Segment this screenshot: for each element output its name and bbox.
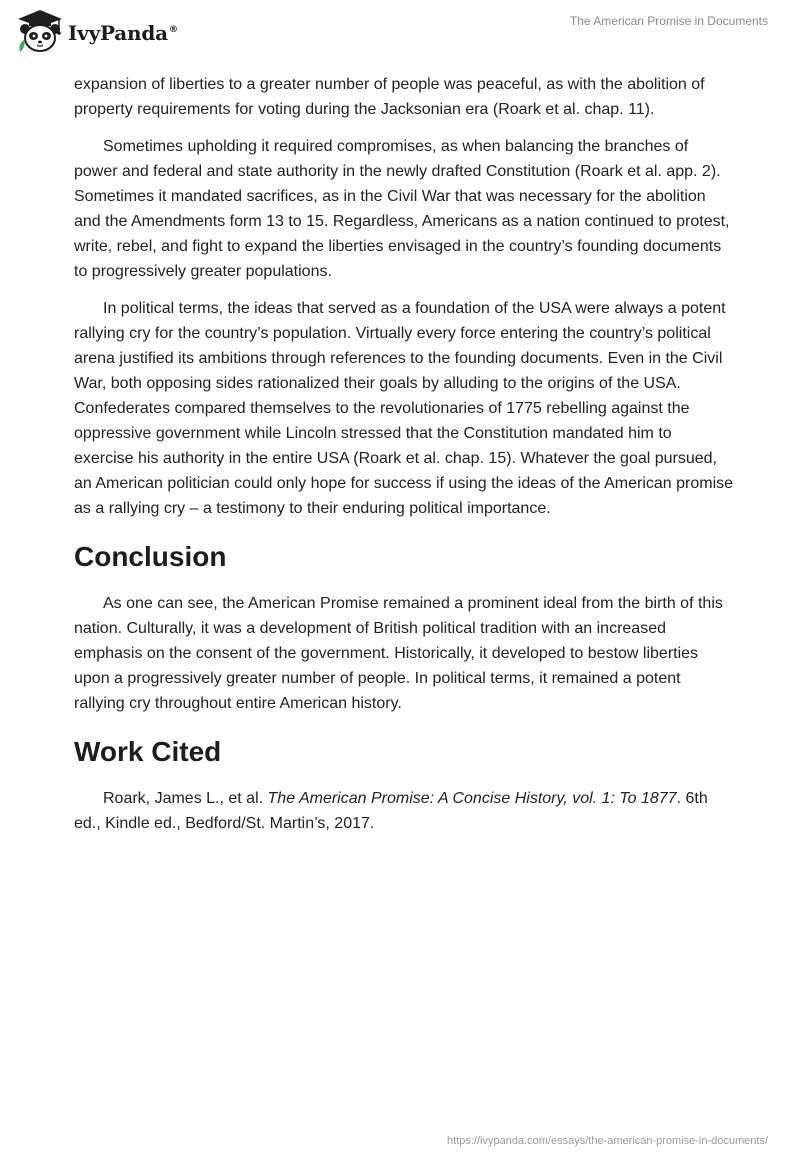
- logo-text: IvyPanda®: [68, 21, 178, 45]
- source-url[interactable]: https://ivypanda.com/essays/the-american-promise-in-documents/: [447, 1135, 768, 1147]
- works-cited-heading: Work Cited: [74, 736, 222, 767]
- paragraph-political-terms: In political terms, the ideas that served as a foundation of the USA were always a potent rallying cry for the country’s population. Virtually every force entering the country’s political arena justified its ambitions through references to the founding documents. Even in the Civil War, both opposing sides rationalized their goals by alluding to the origins of the USA. Confederates compared themselves to the revolutionaries of 1775 rebelling against the oppressive government while Lincoln stressed that the Constitution mandated him to exercise his authority in the entire USA (Roark et al. chap. 15). Whatever the goal pursued, an American politician could only hope for success if using the ideas of the American promise as a rallying cry – a testimony to their enduring political importance.: [74, 300, 734, 517]
- citation-title: The American Promise: A Concise History, vol. 1: To 1877: [267, 790, 677, 807]
- citation-author: Roark, James L., et al.: [103, 790, 264, 807]
- conclusion-heading: Conclusion: [74, 541, 227, 572]
- ivypanda-logo[interactable]: [14, 8, 178, 54]
- conclusion-paragraph: As one can see, the American Promise remained a prominent ideal from the birth of this nation. Culturally, it was a development of British political tradition with an increased emphasis on the consent of the government. Historically, it developed to bestow liberties upon a progressively greater number of people. In political terms, it remained a potent rallying cry throughout entire American history.: [74, 595, 723, 712]
- citation-details: . 6th ed., Kindle ed., Bedford/St. Martin’s, 2017.: [74, 790, 708, 832]
- paragraph-continuation: expansion of liberties to a greater number of people was peaceful, as with the abolition of property requirements for voting during the Jacksonian era (Roark et al. chap. 11).: [74, 76, 705, 118]
- document-title: The American Promise in Documents: [569, 14, 768, 28]
- paragraph-compromises: Sometimes upholding it required compromises, as when balancing the branches of power and federal and state authority in the newly drafted Constitution (Roark et al. app. 2). Sometimes it mandated sacrifices, as in the Civil War that was necessary for the abolition and the Amendments form 13 to 15. Regardless, Americans as a nation continued to protest, write, rebel, and fight to expand the liberties envisaged in the country’s founding documents to progressively greater populations.: [74, 138, 730, 280]
- panda-graduate-icon: [14, 8, 66, 54]
- essay-content: [74, 72, 734, 848]
- page-header: [0, 0, 800, 62]
- citation-entry: [74, 786, 734, 836]
